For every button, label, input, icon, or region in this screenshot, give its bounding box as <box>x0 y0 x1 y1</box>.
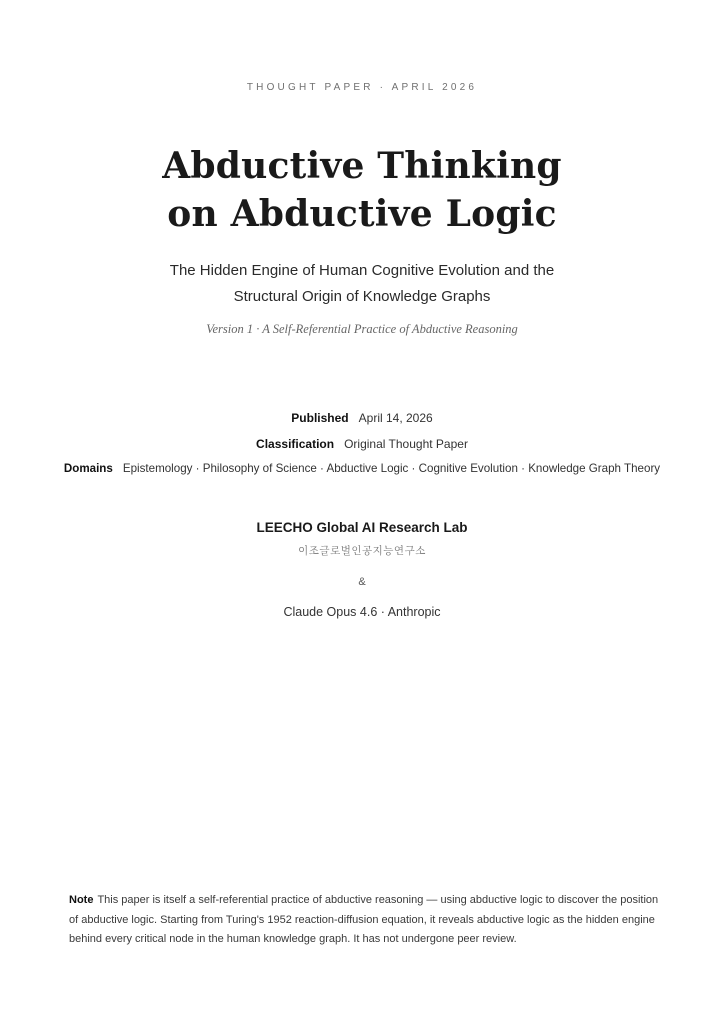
author-lab: LEECHO Global AI Research Lab <box>256 520 468 535</box>
author-lab-korean: 이조글로벌인공지능연구소 <box>298 545 426 557</box>
note-text: This paper is itself a self-referential practice of abductive reasoning — using abductive logic to discover the position of abductive logic. Starting from Turing's 1952 reaction-diffusion equation, it reveals abductive logic as the hidden engine behind every critical node in the human knowledge graph. It has not undergone peer review. <box>69 894 659 945</box>
meta-classification-value: Original Thought Paper <box>344 437 468 451</box>
paper-version: Version 1 · A Self-Referential Practice of Abductive Reasoning <box>206 322 518 336</box>
author-coauthor: Claude Opus 4.6 · Anthropic <box>283 605 441 619</box>
meta-domains <box>0 462 724 475</box>
paper-note <box>69 891 659 950</box>
meta-domains-label: Domains <box>63 462 113 475</box>
paper-kicker: THOUGHT PAPER · APRIL 2026 <box>246 82 478 93</box>
paper-subtitle-line-1: The Hidden Engine of Human Cognitive Evolution and the <box>169 262 555 279</box>
paper-title-line-2: on Abductive Logic <box>167 193 557 235</box>
meta-classification <box>0 437 724 451</box>
meta-published-label: Published <box>291 411 349 425</box>
paper-title <box>0 142 724 238</box>
paper-subtitle-line-2: Structural Origin of Knowledge Graphs <box>233 288 491 305</box>
note-label: Note <box>69 894 94 906</box>
meta-published-value: April 14, 2026 <box>358 411 433 425</box>
paper-title-line-1: Abductive Thinking <box>162 145 562 187</box>
meta-published <box>0 411 724 425</box>
author-ampersand: & <box>358 576 366 588</box>
meta-domains-value: Epistemology · Philosophy of Science · Abductive Logic · Cognitive Evolution · Knowledge Graph Theory <box>122 462 661 475</box>
meta-classification-label: Classification <box>256 437 335 451</box>
paper-subtitle <box>0 258 724 310</box>
